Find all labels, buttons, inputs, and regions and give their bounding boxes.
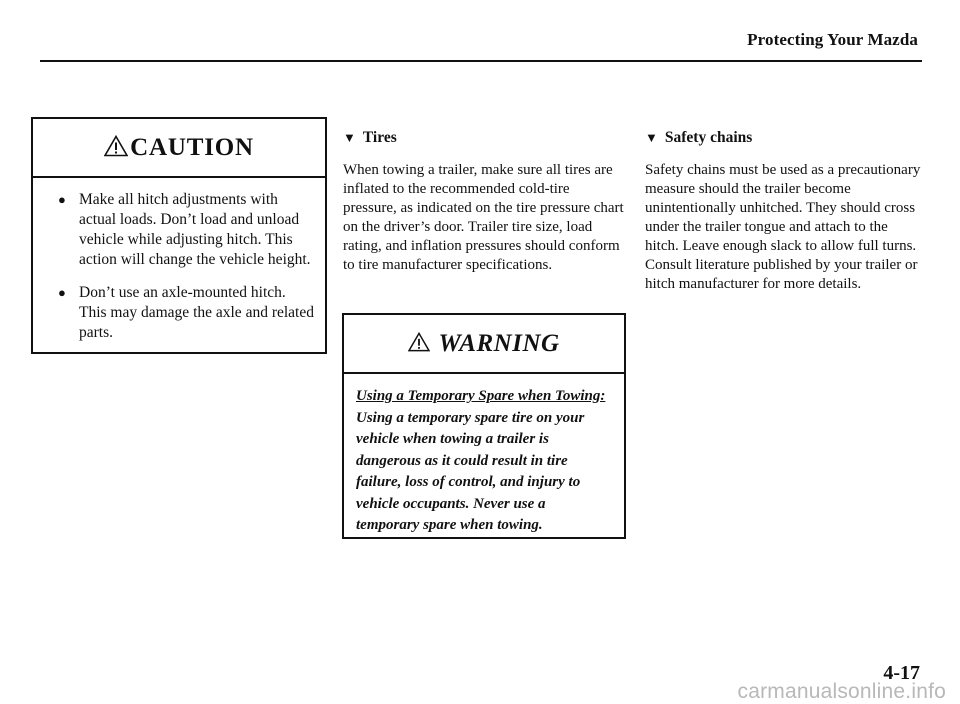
warning-title-bar bbox=[344, 315, 624, 374]
warning-triangle-icon bbox=[104, 135, 128, 157]
watermark: carmanualsonline.info bbox=[737, 680, 946, 703]
caution-item-text: Don’t use an axle-mounted hitch. This may damage the axle and related parts. bbox=[79, 284, 314, 341]
bullet-icon: ● bbox=[58, 285, 66, 300]
safety-chains-heading bbox=[645, 128, 925, 147]
tires-heading-text: Tires bbox=[362, 129, 397, 146]
safety-chains-heading-text: Safety chains bbox=[664, 129, 753, 146]
down-triangle-icon: ▼ bbox=[343, 130, 356, 145]
caution-list bbox=[33, 190, 325, 343]
bullet-icon: ● bbox=[58, 192, 66, 207]
caution-title-bar bbox=[33, 119, 325, 178]
tires-section bbox=[343, 128, 625, 275]
page-number: 4-17 bbox=[883, 662, 920, 684]
caution-title: CAUTION bbox=[130, 133, 254, 161]
warning-subtitle: Using a Temporary Spare when Towing: bbox=[356, 388, 606, 404]
header-divider bbox=[40, 60, 922, 62]
page-header-title: Protecting Your Mazda bbox=[747, 30, 918, 49]
caution-item bbox=[33, 283, 325, 343]
caution-box bbox=[31, 117, 327, 354]
warning-title: WARNING bbox=[438, 329, 560, 357]
safety-chains-body: Safety chains must be used as a precautionary measure should the trailer become unintentionally unhitched. They should cross under the trailer tongue and attach to the hitch. Leave enough slack to allow full turns. Consult literature published by your trailer or hitch manufacturer for more details. bbox=[645, 162, 921, 292]
caution-item bbox=[33, 190, 325, 270]
warning-box bbox=[342, 313, 626, 539]
caution-item-text: Make all hitch adjustments with actual loads. Don’t load and unload vehicle while adjusting hitch. This action will change the vehicle height. bbox=[79, 191, 311, 268]
warning-body bbox=[344, 374, 624, 537]
tires-body: When towing a trailer, make sure all tires are inflated to the recommended cold-tire pressure, as indicated on the tire pressure chart on the driver’s door. Trailer tire size, load rating, and inflation pressures should conform to tire manufacturer specifications. bbox=[343, 162, 624, 273]
safety-chains-section bbox=[645, 128, 925, 294]
down-triangle-icon: ▼ bbox=[645, 130, 658, 145]
warning-text: Using a temporary spare tire on your vehicle when towing a trailer is dangerous as it could result in tire failure, loss of control, and injury to vehicle occupants. Never use a temporary spare when towing. bbox=[356, 409, 585, 533]
tires-heading bbox=[343, 128, 625, 147]
warning-triangle-icon bbox=[408, 332, 430, 352]
